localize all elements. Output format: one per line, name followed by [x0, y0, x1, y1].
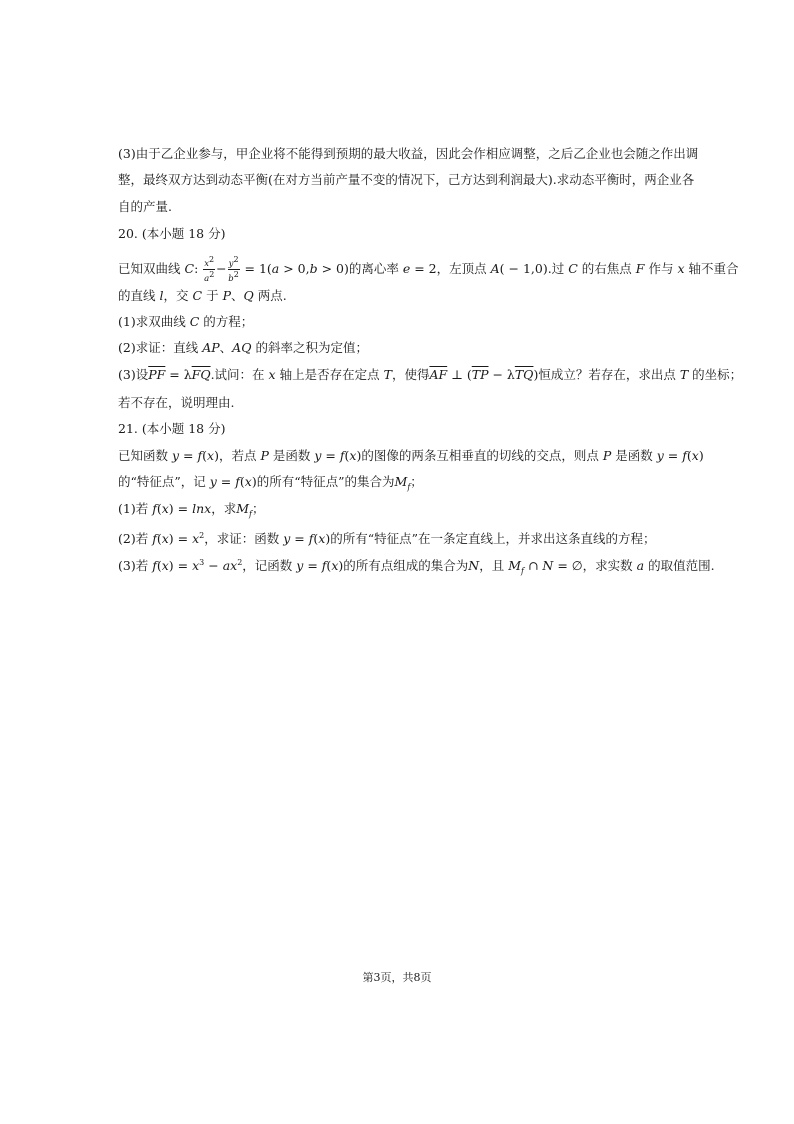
q21-header: 21. (本小题 18 分) [118, 421, 226, 436]
q20-part1: (1)求双曲线 C 的方程； [118, 314, 254, 329]
q20-stem-line2: 的直线 l，交 C 于 P、Q 两点. [118, 288, 287, 303]
q19-part3-line2: 整，最终双方达到动态平衡(在对方当前产量不变的情况下，己方达到利润最大).求动态平衡时，两企业各 [118, 172, 695, 187]
page-number: 第3页，共8页 [362, 971, 432, 984]
q20-header: 20. (本小题 18 分) [118, 226, 226, 241]
q21-stem-line2: 的“特征点”，记 y = f(x)的所有“特征点”的集合为$M_f$； [118, 474, 423, 492]
q20-part3-line1: (3)设$\overline{PF} = \lambda\overline{FQ}$.试问：在 x 轴上是否存在定点 T，使得$\overline{AF}$ ⊥ $(\overline{TP} - \lambda\overline{TQ})$恒成立？若存在，求出点 T 的坐标； [118, 367, 743, 382]
q19-part3-line1: (3)由于乙企业参与，甲企业将不能得到预期的最大收益，因此会作相应调整，之后乙企业也会随之作出调 [118, 146, 699, 161]
q20-stem-line1: 已知双曲线 C: $\frac{x^2}{a^2}$ − $\frac{y^2}{b^2}$ = 1(a > 0,b > 0)的离心率 e = 2，左顶点 A( − 1,0).过 C 的右焦点 F 作与 x 轴不重合 [118, 255, 739, 284]
q20-part2: (2)求证：直线 AP、AQ 的斜率之积为定值； [118, 340, 368, 355]
q21-part2: (2)若 $f(x) = x^2$，求证：函数 y = f(x)的所有“特征点”在一条定直线上，并求出这条直线的方程； [118, 531, 656, 547]
q20-part3-line2: 若不存在，说明理由. [118, 395, 235, 410]
q21-part3: (3)若 $f(x) = x^3 - ax^2$，记函数 y = f(x)的所有点组成的集合为N，且 $M_f$ ∩ N = ∅，求实数 a 的取值范围. [118, 558, 715, 576]
q21-part1: (1)若 f(x) = lnx，求$M_f$； [118, 501, 265, 519]
q19-part3-line3: 自的产量. [118, 199, 172, 214]
q21-stem-line1: 已知函数 y = f(x)，若点 P 是函数 y = f(x)的图像的两条互相垂直的切线的交点，则点 P 是函数 y = f(x) [118, 448, 704, 463]
